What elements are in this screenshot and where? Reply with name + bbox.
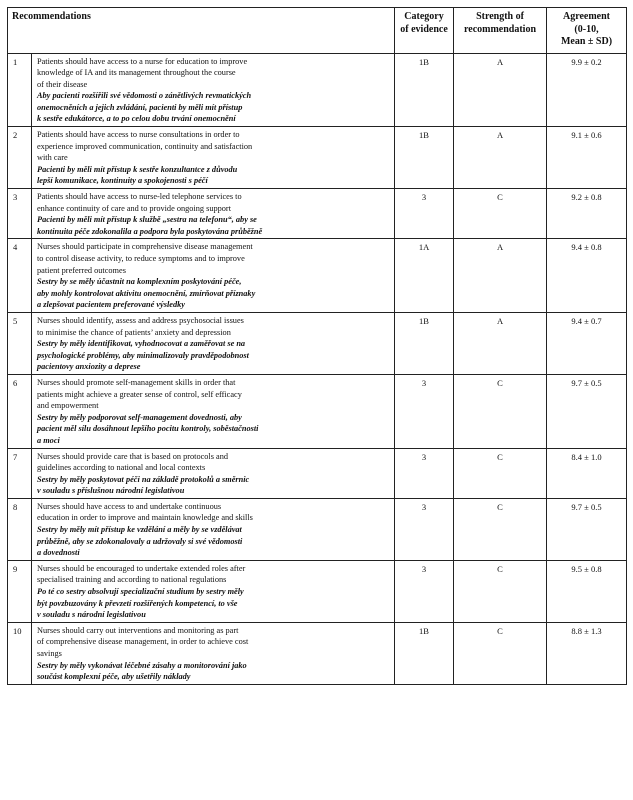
category-cell: 3: [395, 498, 454, 560]
strength-cell: C: [454, 498, 547, 560]
recommendation-english-line: and empowerment: [37, 401, 99, 411]
recommendation-czech-line: psychologické problémy, aby minimalizovaly pravděpodobnost: [37, 350, 249, 360]
recommendation-czech-line: a dovednosti: [37, 548, 80, 558]
row-number: 9: [8, 560, 32, 622]
recommendation-czech-line: v souladu s národní legislativou: [37, 610, 146, 620]
agreement-cell: 8.4 ± 1.0: [547, 448, 627, 498]
row-number: 4: [8, 239, 32, 313]
table-row: [8, 239, 627, 313]
strength-cell: C: [454, 448, 547, 498]
recommendation-english-line: Nurses should be encouraged to undertake extended roles after: [37, 563, 246, 573]
header-agreement-line1: Agreement: [563, 11, 611, 22]
table-row: [8, 448, 627, 498]
recommendation-cell: [32, 239, 395, 313]
recommendation-czech-line: průběžně, aby se zdokonalovaly a udržovaly si své vědomosti: [37, 536, 243, 546]
recommendation-czech-line: součást komplexní péče, aby ušetřily náklady: [37, 672, 191, 682]
recommendation-czech-line: Sestry by se měly účastnit na komplexním poskytování péče,: [37, 277, 242, 287]
table-row: [8, 622, 627, 684]
recommendation-cell: [32, 622, 395, 684]
recommendation-english-line: guidelines according to national and local contexts: [37, 463, 206, 473]
recommendation-english-line: to minimise the chance of patients’ anxiety and depression: [37, 327, 231, 337]
row-number: 8: [8, 498, 32, 560]
table-row: [8, 498, 627, 560]
recommendations-table-wrapper: [7, 7, 626, 685]
category-cell: 1B: [395, 312, 454, 374]
header-agreement-line3: Mean ± SD): [560, 36, 613, 47]
strength-cell: A: [454, 53, 547, 127]
recommendation-english-line: enhance continuity of care and to provide ongoing support: [37, 203, 232, 213]
recommendation-english-line: savings: [37, 649, 62, 658]
header-recommendations-label: Recommendations: [12, 11, 91, 22]
agreement-cell: 9.4 ± 0.7: [547, 312, 627, 374]
row-number: 7: [8, 448, 32, 498]
header-recommendations: [8, 8, 395, 54]
recommendation-czech-line: Sestry by měly mít přístup ke vzdělání a měly by se vzdělávat: [37, 525, 242, 535]
category-cell: 3: [395, 189, 454, 239]
strength-cell: C: [454, 374, 547, 448]
row-number: 10: [8, 622, 32, 684]
header-agreement-line2: (0-10,: [574, 23, 599, 35]
header-strength-line1: Strength of: [476, 11, 524, 22]
row-number: 2: [8, 127, 32, 189]
recommendation-cell: [32, 312, 395, 374]
recommendation-english-line: patients might achieve a greater sense of control, self efficacy: [37, 389, 242, 399]
recommendation-czech-line: a moci: [37, 435, 60, 445]
recommendation-czech-line: v souladu s příslušnou národní legislativou: [37, 486, 185, 496]
category-cell: 1A: [395, 239, 454, 313]
recommendation-czech-line: Sestry by měly poskytovat péči na základě protokolů a směrnic: [37, 474, 250, 484]
recommendation-czech-line: pacientovy anxiozity a deprese: [37, 362, 141, 372]
recommendation-czech-line: Sestry by měly podporovat self-management dovednosti, aby: [37, 412, 242, 422]
table-row: [8, 560, 627, 622]
agreement-cell: 9.7 ± 0.5: [547, 498, 627, 560]
recommendation-czech-line: k sestře edukátorce, a to po celou dobu trvání onemocnění: [37, 114, 236, 124]
recommendation-english-line: with care: [37, 153, 68, 163]
recommendation-czech-line: kontinuita péče zdokonalila a podpora byla poskytována průběžně: [37, 226, 263, 236]
header-strength: [454, 8, 547, 54]
strength-cell: A: [454, 312, 547, 374]
recommendation-cell: [32, 189, 395, 239]
recommendation-english-line: Patients should have access to nurse-led telephone services to: [37, 192, 242, 202]
recommendation-english-line: of comprehensive disease management, in order to achieve cost: [37, 637, 249, 647]
recommendation-english-line: experience improved communication, continuity and satisfaction: [37, 141, 253, 151]
row-number: 6: [8, 374, 32, 448]
recommendation-czech-line: Po té co sestry absolvují specializační studium by sestry měly: [37, 587, 244, 597]
recommendation-czech-line: a zlepšovat pacientem preferované výsledky: [37, 300, 185, 310]
category-cell: 3: [395, 560, 454, 622]
strength-cell: A: [454, 239, 547, 313]
recommendation-english-line: Nurses should promote self-management skills in order that: [37, 377, 236, 387]
agreement-cell: 9.7 ± 0.5: [547, 374, 627, 448]
recommendation-czech-line: Pacienti by měli mít přístup k službě „sestra na telefonu“, aby se: [37, 215, 257, 225]
recommendation-cell: [32, 53, 395, 127]
strength-cell: C: [454, 560, 547, 622]
recommendation-cell: [32, 127, 395, 189]
recommendation-english-line: Nurses should provide care that is based on protocols and: [37, 451, 229, 461]
strength-cell: C: [454, 622, 547, 684]
recommendations-table: [7, 7, 627, 685]
recommendation-english-line: specialised training and according to national regulations: [37, 575, 227, 585]
recommendation-english-line: Nurses should identify, assess and address psychosocial issues: [37, 315, 244, 325]
recommendation-english-line: Nurses should carry out interventions and monitoring as part: [37, 625, 239, 635]
header-agreement: [547, 8, 627, 54]
table-row: [8, 374, 627, 448]
category-cell: 1B: [395, 127, 454, 189]
category-cell: 1B: [395, 622, 454, 684]
recommendation-czech-line: Sestry by měly vykonávat léčebné zásahy a monitorování jako: [37, 660, 247, 670]
category-cell: 1B: [395, 53, 454, 127]
category-cell: 3: [395, 374, 454, 448]
table-header: [8, 8, 627, 54]
recommendation-english-line: Patients should have access to a nurse for education to improve: [37, 56, 248, 66]
recommendation-cell: [32, 498, 395, 560]
recommendation-cell: [32, 374, 395, 448]
recommendation-english-line: Nurses should have access to and undertake continuous: [37, 501, 222, 511]
agreement-cell: 8.8 ± 1.3: [547, 622, 627, 684]
recommendation-czech-line: aby mohly kontrolovat aktivitu onemocnění, zmírňovat příznaky: [37, 288, 256, 298]
recommendation-english-line: Patients should have access to nurse consultations in order to: [37, 130, 240, 140]
recommendation-czech-line: lepší komunikace, kontinuity a spokojenosti s péčí: [37, 176, 208, 186]
table-row: [8, 127, 627, 189]
header-category-line2: of evidence: [400, 23, 448, 35]
recommendation-english-line: patient preferred outcomes: [37, 265, 126, 275]
recommendation-cell: [32, 560, 395, 622]
agreement-cell: 9.2 ± 0.8: [547, 189, 627, 239]
header-row: [8, 8, 627, 54]
agreement-cell: 9.5 ± 0.8: [547, 560, 627, 622]
strength-cell: A: [454, 127, 547, 189]
table-body: [8, 53, 627, 684]
recommendation-english-line: Nurses should participate in comprehensive disease management: [37, 242, 253, 252]
recommendation-czech-line: pacient měl sílu dosáhnout lepšího pocitu kontroly, soběstačnosti: [37, 424, 259, 434]
table-row: [8, 189, 627, 239]
header-category: [395, 8, 454, 54]
agreement-cell: 9.9 ± 0.2: [547, 53, 627, 127]
recommendation-czech-line: Pacienti by měli mít přístup k sestře konzultantce z důvodu: [37, 164, 238, 174]
agreement-cell: 9.1 ± 0.6: [547, 127, 627, 189]
recommendation-english-line: of their disease: [37, 79, 88, 89]
recommendation-english-line: knowledge of IA and its management throughout the course: [37, 68, 236, 78]
table-row: [8, 312, 627, 374]
header-strength-line2: recommendation: [464, 23, 537, 35]
recommendation-english-line: education in order to improve and maintain knowledge and skills: [37, 513, 253, 523]
table-row: [8, 53, 627, 127]
row-number: 1: [8, 53, 32, 127]
strength-cell: C: [454, 189, 547, 239]
recommendation-czech-line: být povzbuzovány k převzetí rozšířených kompetencí, to vše: [37, 598, 238, 608]
row-number: 3: [8, 189, 32, 239]
recommendation-czech-line: Aby pacienti rozšířili své vědomosti o zánětlivých revmatických: [37, 91, 252, 101]
recommendation-english-line: to control disease activity, to reduce symptoms and to improve: [37, 254, 245, 263]
recommendation-czech-line: Sestry by měly identifikovat, vyhodnocovat a zaměřovat se na: [37, 339, 246, 349]
row-number: 5: [8, 312, 32, 374]
recommendation-cell: [32, 448, 395, 498]
agreement-cell: 9.4 ± 0.8: [547, 239, 627, 313]
recommendation-czech-line: onemocněních a jejich zvládání, pacienti by měli mít přístup: [37, 102, 243, 112]
header-category-line1: Category: [404, 11, 444, 22]
category-cell: 3: [395, 448, 454, 498]
